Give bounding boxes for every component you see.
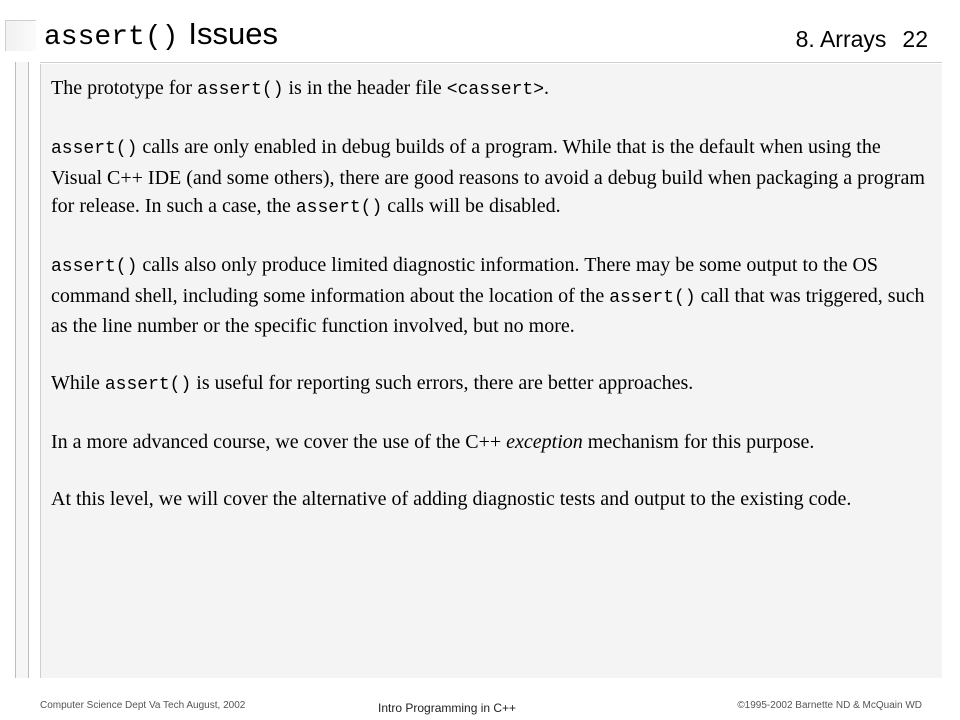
- p2-code-1: assert(): [51, 139, 138, 159]
- chapter-name: 8. Arrays: [795, 26, 887, 52]
- title-code: assert(): [44, 22, 179, 53]
- p4-code: assert(): [104, 375, 192, 395]
- p3-code-2: assert(): [609, 287, 696, 308]
- side-bar-decoration: [15, 62, 29, 678]
- paragraph-5: [51, 428, 931, 457]
- chapter-label: [796, 24, 928, 54]
- paragraph-1: [51, 74, 931, 105]
- corner-decoration: [5, 20, 36, 51]
- p1-text-a: The prototype for: [51, 77, 198, 99]
- content-panel: [40, 64, 942, 678]
- slide-body: [51, 74, 931, 542]
- p5-text-b: mechanism for this purpose.: [582, 431, 815, 453]
- p1-header-name: <cassert>: [446, 80, 544, 100]
- paragraph-2: [51, 133, 931, 223]
- slide-title: [44, 14, 278, 58]
- footer-center: Intro Programming in C++: [378, 701, 517, 715]
- p3-text-b: call that was triggered, such as the line number or the specific function involved, but no more.: [51, 284, 925, 337]
- p2-code-2: assert(): [295, 198, 383, 218]
- paragraph-4: [51, 369, 931, 400]
- p2-text-b: calls will be disabled.: [382, 195, 561, 217]
- footer-left: Computer Science Dept Va Tech August, 2002: [40, 700, 246, 711]
- paragraph-3: [51, 251, 931, 341]
- paragraph-6: At this level, we will cover the alternative of adding diagnostic tests and output to the existing code.: [51, 488, 852, 510]
- header-divider: [40, 62, 942, 63]
- p3-code-1: assert(): [51, 257, 138, 277]
- p3-text-a: calls also only produce limited diagnostic information. There may be some output to the OS command shell, including some information about the location of the: [51, 254, 879, 307]
- footer-right: ©1995-2002 Barnette ND & McQuain WD: [737, 700, 922, 711]
- p5-emphasis: exception: [506, 431, 583, 453]
- p5-text-a: In a more advanced course, we cover the use of the C++: [51, 431, 507, 453]
- p4-text-a: While: [51, 372, 105, 394]
- p1-text-d: .: [544, 77, 549, 99]
- p1-text-b: is in the header file: [283, 77, 447, 99]
- title-text: Issues: [188, 16, 279, 51]
- p4-text-b: is useful for reporting such errors, there are better approaches.: [191, 372, 694, 394]
- p1-code: assert(): [197, 80, 284, 100]
- p2-text-a: calls are only enabled in debug builds of a program. While that is the default when using the Visual C++ IDE (and some others), there are good reasons to avoid a debug build when packaging a program for release. In such a case, the: [51, 136, 925, 217]
- slide-number: 22: [902, 26, 928, 52]
